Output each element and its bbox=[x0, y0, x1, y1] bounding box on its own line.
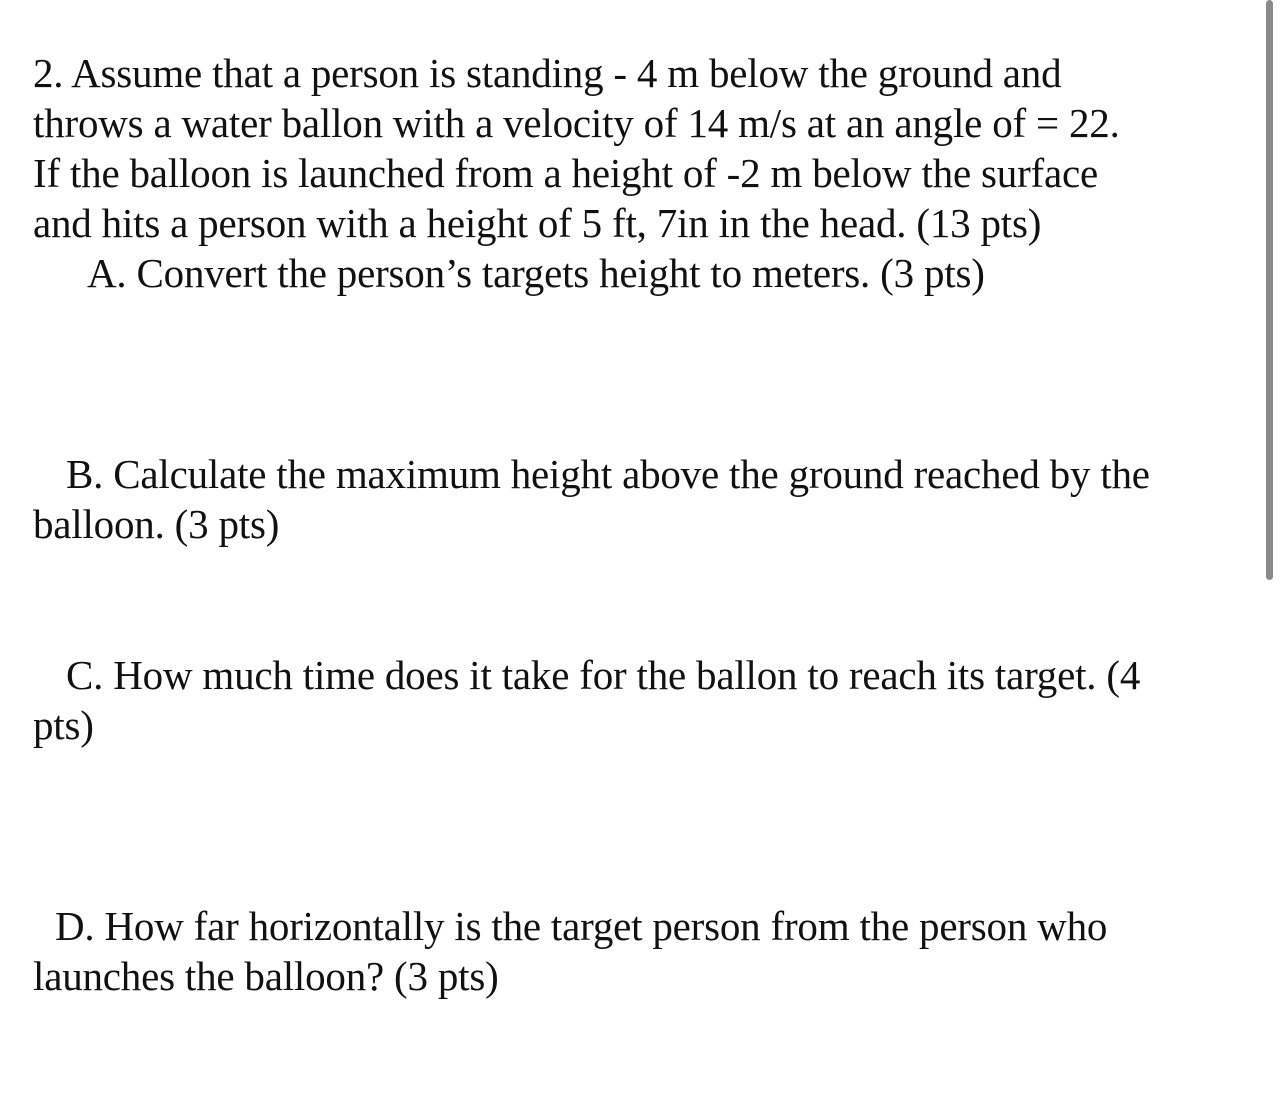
part-b-line-1: B. Calculate the maximum height above the ground reached by the bbox=[66, 451, 1150, 497]
question-intro-line-4: and hits a person with a height of 5 ft, 7in in the head. (13 pts) bbox=[33, 200, 1042, 246]
question-intro-line-3: If the balloon is launched from a height of -2 m below the surface bbox=[33, 150, 1098, 196]
part-c-line-2: pts) bbox=[33, 702, 94, 748]
part-b-line-2: balloon. (3 pts) bbox=[33, 501, 280, 547]
vertical-scrollbar[interactable] bbox=[1266, 0, 1273, 580]
question-intro-line-2: throws a water ballon with a velocity of 14 m/s at an angle of = 22. bbox=[33, 100, 1120, 146]
part-c-line-1: C. How much time does it take for the ballon to reach its target. (4 bbox=[66, 652, 1141, 698]
part-a-line-1: A. Convert the person’s targets height to meters. (3 pts) bbox=[87, 250, 985, 296]
part-d-line-2: launches the balloon? (3 pts) bbox=[33, 953, 499, 999]
part-d-line-1: D. How far horizontally is the target person from the person who bbox=[55, 903, 1108, 949]
question-intro-line-1: 2. Assume that a person is standing - 4 m below the ground and bbox=[33, 50, 1062, 96]
